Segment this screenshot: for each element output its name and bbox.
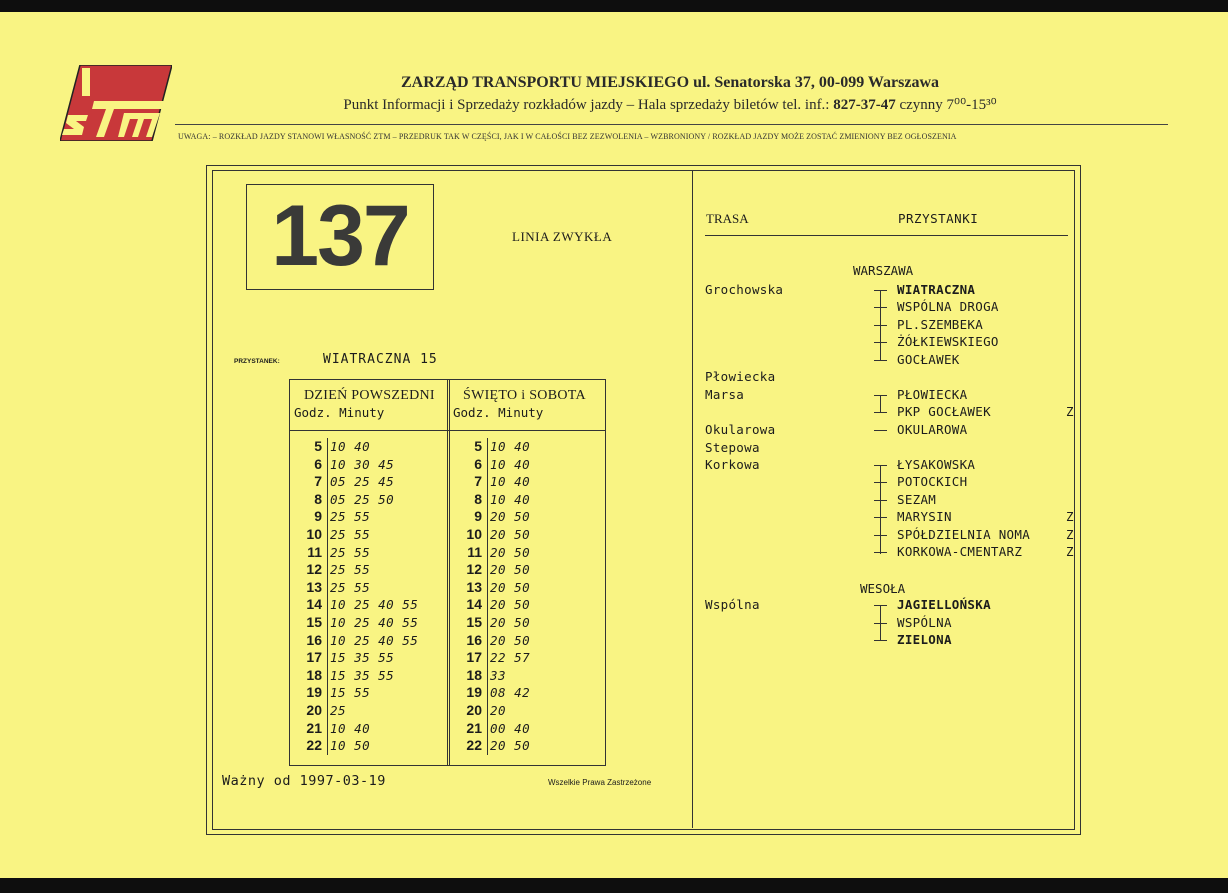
street-item: Korkowa	[705, 457, 760, 472]
stop-item: ŁYSAKOWSKA	[897, 457, 976, 472]
minutes-cell: 25 55	[330, 579, 371, 595]
stop-tick	[874, 412, 887, 413]
stop-tick	[874, 482, 887, 483]
hour-bar	[487, 491, 488, 509]
holiday-subheader: Godz. Minuty	[453, 405, 544, 420]
minutes-cell: 25 55	[330, 526, 371, 542]
request-stop-mark: Z	[1066, 404, 1074, 419]
street-item: Okularowa	[705, 422, 776, 437]
hour-cell: 13	[306, 578, 322, 595]
opening-hours: czynny 7⁰⁰-15³⁰	[895, 97, 997, 113]
hour-bar	[487, 596, 488, 614]
hour-bar	[327, 491, 328, 509]
stop-tick	[874, 325, 887, 326]
hour-bar	[487, 702, 488, 720]
street-item: Marsa	[705, 387, 745, 402]
stop-tick	[874, 430, 887, 431]
stop-item: KORKOWA-CMENTARZ	[897, 544, 1023, 559]
hour-cell: 9	[474, 508, 482, 525]
minutes-cell: 10 25 40 55	[330, 597, 419, 613]
request-stop-mark: Z	[1066, 527, 1074, 542]
hour-bar	[327, 596, 328, 614]
hour-bar	[327, 649, 328, 667]
copyright-notice: UWAGA: – ROZKŁAD JAZDY STANOWI WŁASNOŚĆ ZTM – PRZEDRUK TAK W CZĘŚCI, JAK I W CAŁOŚCI BEZ ZEZWOLENIA – WZBRONIONY / ROZKŁAD JAZDY MOŻE ZOSTAĆ ZMIENIONY BEZ OGŁOSZENIA	[178, 132, 957, 141]
holiday-header: ŚWIĘTO i SOBOTA	[463, 388, 586, 403]
stop-item: SEZAM	[897, 492, 937, 507]
hour-cell: 10	[466, 525, 482, 542]
minutes-cell: 20 50	[490, 509, 531, 525]
minutes-cell: 20 50	[490, 597, 531, 613]
minutes-cell: 25 55	[330, 562, 371, 578]
hour-bar	[487, 438, 488, 456]
minutes-cell: 10 40	[330, 720, 371, 736]
header-rule	[175, 124, 1168, 125]
stop-tick	[874, 640, 887, 641]
stop-tick	[874, 307, 887, 308]
hour-cell: 17	[306, 649, 322, 666]
hour-bar	[487, 684, 488, 702]
minutes-cell: 20 50	[490, 632, 531, 648]
minutes-cell: 25 55	[330, 544, 371, 560]
town-warszawa: WARSZAWA	[853, 263, 914, 278]
hour-cell: 11	[467, 543, 482, 560]
stop-item: SPÓŁDZIELNIA NOMA	[897, 527, 1031, 542]
minutes-cell: 10 40	[490, 491, 531, 507]
hour-cell: 6	[314, 455, 322, 472]
hour-cell: 12	[466, 561, 482, 578]
minutes-cell: 33	[490, 667, 507, 683]
hour-bar	[487, 561, 488, 579]
hour-cell: 16	[306, 631, 322, 648]
stop-tick	[874, 605, 887, 606]
stop-tick	[874, 500, 887, 501]
stop-item: WSPÓLNA	[897, 615, 952, 630]
minutes-cell: 25	[330, 702, 347, 718]
hour-cell: 13	[466, 578, 482, 595]
street-item: Płowiecka	[705, 369, 776, 384]
hour-bar	[487, 632, 488, 650]
stop-tick	[874, 395, 887, 396]
header-subtitle-text: Punkt Informacji i Sprzedaży rozkładów jazdy – Hala sprzedaży biletów tel. inf.:	[343, 97, 834, 113]
hour-cell: 14	[466, 596, 482, 613]
hour-cell: 15	[466, 613, 482, 630]
stop-item: PŁOWIECKA	[897, 387, 968, 402]
stop-item: ZIELONA	[897, 632, 952, 647]
hour-cell: 18	[306, 666, 322, 683]
hour-cell: 19	[466, 684, 482, 701]
minutes-cell: 20 50	[490, 614, 531, 630]
hour-bar	[327, 456, 328, 474]
minutes-cell: 20 50	[490, 562, 531, 578]
hour-cell: 16	[466, 631, 482, 648]
weekday-subheader: Godz. Minuty	[294, 405, 385, 420]
minutes-cell: 20 50	[490, 738, 531, 754]
hour-cell: 17	[466, 649, 482, 666]
hour-cell: 5	[314, 438, 322, 454]
hour-bar	[487, 508, 488, 526]
info-phone: 827-37-47	[833, 97, 896, 113]
hour-cell: 20	[466, 701, 482, 718]
stop-tick	[874, 342, 887, 343]
stop-tick	[874, 552, 887, 553]
valid-from: Ważny od 1997-03-19	[222, 773, 386, 789]
minutes-cell: 05 25 45	[330, 474, 395, 490]
hour-cell: 18	[466, 666, 482, 683]
hour-bar	[487, 649, 488, 667]
hour-cell: 8	[474, 490, 482, 507]
header-title: ZARZĄD TRANSPORTU MIEJSKIEGO ul. Senatorska 37, 00-099 Warszawa	[400, 74, 939, 91]
minutes-cell: 10 30 45	[330, 456, 395, 472]
timetable-grid	[289, 379, 606, 766]
hour-cell: 20	[306, 701, 322, 718]
hour-bar	[327, 561, 328, 579]
hour-cell: 10	[306, 525, 322, 542]
hour-bar	[487, 579, 488, 597]
minutes-cell: 15 35 55	[330, 667, 395, 683]
stop-item: MARYSIN	[897, 509, 952, 524]
minutes-cell: 20 50	[490, 544, 531, 560]
minutes-cell: 10 40	[490, 456, 531, 472]
stop-item: ŻÓŁKIEWSKIEGO	[897, 334, 999, 349]
hour-bar	[327, 526, 328, 544]
hour-cell: 14	[306, 596, 322, 613]
route-connector	[880, 466, 881, 554]
minutes-cell: 15 35 55	[330, 650, 395, 666]
hour-cell: 9	[314, 508, 322, 525]
header-separator	[290, 430, 605, 431]
hour-cell: 21	[466, 719, 482, 736]
hour-bar	[327, 544, 328, 562]
hour-bar	[327, 720, 328, 738]
minutes-cell: 20 50	[490, 579, 531, 595]
weekday-header: DZIEŃ POWSZEDNI	[304, 388, 435, 403]
minutes-cell: 05 25 50	[330, 491, 395, 507]
hour-cell: 22	[466, 737, 482, 754]
hour-bar	[327, 438, 328, 456]
stop-name: WIATRACZNA 15	[323, 352, 438, 367]
ztm-logo	[60, 65, 172, 141]
hour-cell: 6	[474, 455, 482, 472]
hour-cell: 7	[474, 473, 482, 490]
stop-item: WSPÓLNA DROGA	[897, 299, 999, 314]
hour-cell: 21	[306, 719, 322, 736]
hour-cell: 8	[314, 490, 322, 507]
stop-item: GOCŁAWEK	[897, 352, 960, 367]
request-stop-mark: Z	[1066, 544, 1074, 559]
stop-tick	[874, 360, 887, 361]
minutes-cell: 10 40	[490, 474, 531, 490]
hour-cell: 11	[307, 543, 322, 560]
stop-tick	[874, 465, 887, 466]
hour-bar	[487, 456, 488, 474]
town-wesola: WESOŁA	[860, 581, 906, 596]
stops-column-header: PRZYSTANKI	[898, 211, 979, 226]
line-number: 137	[271, 188, 409, 284]
stop-item: JAGIELLOŃSKA	[897, 597, 991, 612]
hour-bar	[327, 614, 328, 632]
hour-bar	[487, 544, 488, 562]
hour-cell: 19	[306, 684, 322, 701]
minutes-cell: 22 57	[490, 650, 531, 666]
minutes-cell: 08 42	[490, 685, 531, 701]
street-item: Grochowska	[705, 282, 784, 297]
route-header-rule	[705, 235, 1068, 236]
hour-cell: 7	[314, 473, 322, 490]
hour-bar	[327, 702, 328, 720]
hour-bar	[487, 473, 488, 491]
street-item: Wspólna	[705, 597, 760, 612]
minutes-cell: 00 40	[490, 720, 531, 736]
route-connector	[880, 396, 881, 412]
hour-bar	[327, 737, 328, 755]
minutes-cell: 10 40	[330, 439, 371, 454]
minutes-cell: 10 40	[490, 439, 531, 454]
hour-bar	[487, 614, 488, 632]
stop-tick	[874, 535, 887, 536]
hour-bar	[327, 632, 328, 650]
stop-item: PKP GOCŁAWEK	[897, 404, 991, 419]
hour-bar	[327, 667, 328, 685]
hour-bar	[327, 508, 328, 526]
hour-bar	[487, 720, 488, 738]
stop-item: PL.SZEMBEKA	[897, 317, 984, 332]
hour-bar	[487, 526, 488, 544]
street-item: Stepowa	[705, 440, 760, 455]
line-type: LINIA ZWYKŁA	[512, 229, 613, 244]
minutes-cell: 10 25 40 55	[330, 632, 419, 648]
stop-tick	[874, 517, 887, 518]
request-stop-mark: Z	[1066, 509, 1074, 524]
stop-tick	[874, 290, 887, 291]
hour-cell: 22	[306, 737, 322, 754]
stop-item: WIATRACZNA	[897, 282, 976, 297]
stop-item: POTOCKICH	[897, 474, 968, 489]
hour-bar	[327, 473, 328, 491]
hour-cell: 12	[306, 561, 322, 578]
minutes-cell: 10 50	[330, 738, 371, 754]
minutes-cell: 15 55	[330, 685, 371, 701]
stop-label: PRZYSTANEK:	[234, 358, 280, 365]
hour-cell: 5	[474, 438, 482, 454]
route-column-header: TRASA	[706, 211, 749, 226]
minutes-cell: 25 55	[330, 509, 371, 525]
hour-bar	[327, 684, 328, 702]
minutes-cell: 20 50	[490, 526, 531, 542]
header-subtitle	[200, 95, 1140, 114]
minutes-cell: 10 25 40 55	[330, 614, 419, 630]
hour-bar	[487, 737, 488, 755]
panel-divider	[692, 170, 693, 828]
stop-tick	[874, 623, 887, 624]
hour-bar	[487, 667, 488, 685]
stop-item: OKULAROWA	[897, 422, 968, 437]
hour-cell: 15	[306, 613, 322, 630]
hour-bar	[327, 579, 328, 597]
minutes-cell: 20	[490, 702, 507, 718]
rights-reserved: Wszelkie Prawa Zastrzeżone	[548, 778, 652, 787]
